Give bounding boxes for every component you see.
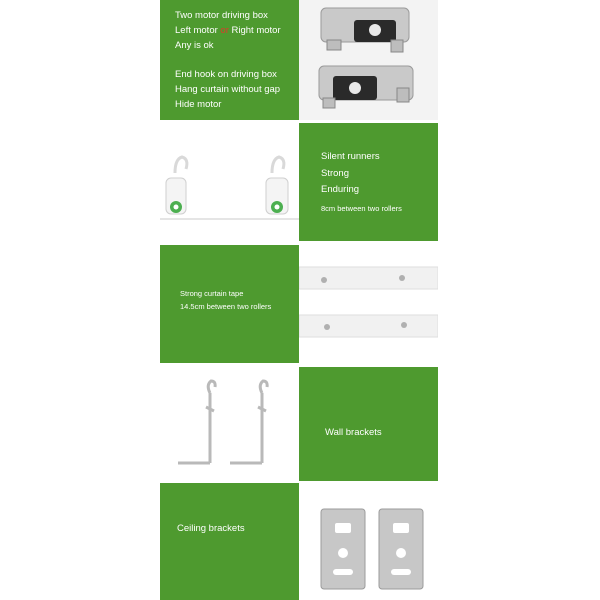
or-label: or bbox=[220, 25, 229, 36]
panel-wall-brackets-text bbox=[299, 367, 438, 481]
text-line: 14.5cm between two rollers bbox=[180, 302, 272, 311]
text-line: Strong bbox=[321, 168, 349, 179]
text-line: Hide motor bbox=[175, 99, 222, 110]
text-line: Hang curtain without gap bbox=[175, 84, 281, 95]
motor-icon bbox=[299, 0, 438, 120]
right-motor-label: Right motor bbox=[231, 25, 281, 36]
ceiling-bracket-icon bbox=[299, 483, 438, 600]
panel-runners-text bbox=[299, 123, 438, 241]
text-line: Any is ok bbox=[175, 40, 214, 51]
panel-tape-text bbox=[160, 245, 299, 363]
text-line: Enduring bbox=[321, 184, 360, 195]
tape-icon bbox=[299, 245, 438, 363]
text-line: 8cm between two rollers bbox=[321, 204, 402, 213]
bracket-icon bbox=[160, 367, 299, 481]
panel-ceiling-brackets-text bbox=[160, 483, 299, 600]
text-line: Strong curtain tape bbox=[180, 289, 244, 298]
text-line: Two motor driving box bbox=[175, 10, 268, 21]
text-line: Silent runners bbox=[321, 151, 380, 162]
text-line: Ceiling brackets bbox=[177, 523, 245, 534]
left-motor-label: Left motor bbox=[175, 25, 218, 36]
text-line bbox=[175, 23, 281, 38]
wall-bracket-image bbox=[160, 367, 299, 481]
runner-icon bbox=[160, 123, 299, 241]
text-line: Wall brackets bbox=[325, 427, 382, 438]
text-line: End hook on driving box bbox=[175, 69, 277, 80]
panel-driving-box-text bbox=[160, 0, 299, 120]
ceiling-bracket-image bbox=[299, 483, 438, 600]
motor-driving-box-image bbox=[299, 0, 438, 120]
runner-hooks-image bbox=[160, 123, 299, 241]
curtain-tape-image bbox=[299, 245, 438, 363]
